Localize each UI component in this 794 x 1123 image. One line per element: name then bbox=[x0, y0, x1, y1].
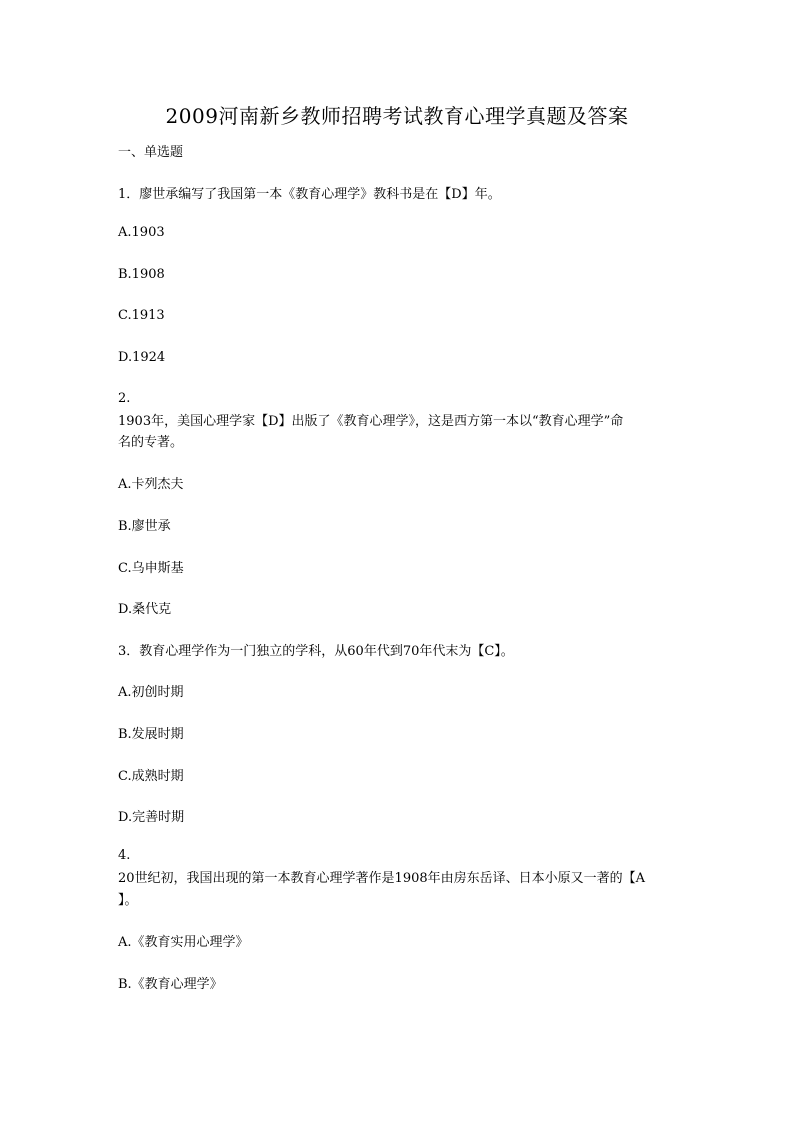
question-1-option-b: B.1908 bbox=[118, 267, 165, 282]
question-3-option-b: B.发展时期 bbox=[118, 727, 184, 742]
question-1-option-a: A.1903 bbox=[118, 225, 165, 240]
question-4-number: 4. bbox=[118, 848, 131, 863]
question-2-option-c: C.乌申斯基 bbox=[118, 561, 184, 576]
question-3-stem: 3．教育心理学作为一门独立的学科，从60年代到70年代末为【C】。 bbox=[118, 644, 514, 659]
question-2-option-a: A.卡列杰夫 bbox=[118, 477, 184, 492]
question-4-stem-line-2: 】。 bbox=[118, 893, 138, 908]
document-title: 2009河南新乡教师招聘考试教育心理学真题及答案 bbox=[165, 104, 629, 128]
question-3-option-c: C.成熟时期 bbox=[118, 769, 184, 784]
section-heading: 一、单选题 bbox=[118, 145, 184, 160]
question-4-option-b: B.《教育心理学》 bbox=[118, 977, 223, 992]
question-2-stem-line-2: 名的专著。 bbox=[118, 435, 184, 450]
question-4-stem-line-1: 20世纪初，我国出现的第一本教育心理学著作是1908年由房东岳译、日本小原又一著的【A bbox=[118, 871, 646, 886]
question-1-stem: 1．廖世承编写了我国第一本《教育心理学》教科书是在【D】年。 bbox=[118, 187, 501, 202]
question-1-option-d: D.1924 bbox=[118, 350, 166, 365]
question-2-option-b: B.廖世承 bbox=[118, 519, 171, 534]
question-4-option-a: A.《教育实用心理学》 bbox=[118, 935, 249, 950]
question-2-option-d: D.桑代克 bbox=[118, 602, 172, 617]
question-1-option-c: C.1913 bbox=[118, 308, 165, 323]
question-3-option-d: D.完善时期 bbox=[118, 810, 185, 825]
question-3-option-a: A.初创时期 bbox=[118, 685, 184, 700]
question-2-number: 2. bbox=[118, 391, 131, 406]
question-2-stem-line-1: 1903年，美国心理学家【D】出版了《教育心理学》，这是西方第一本以“教育心理学”命 bbox=[118, 414, 624, 429]
